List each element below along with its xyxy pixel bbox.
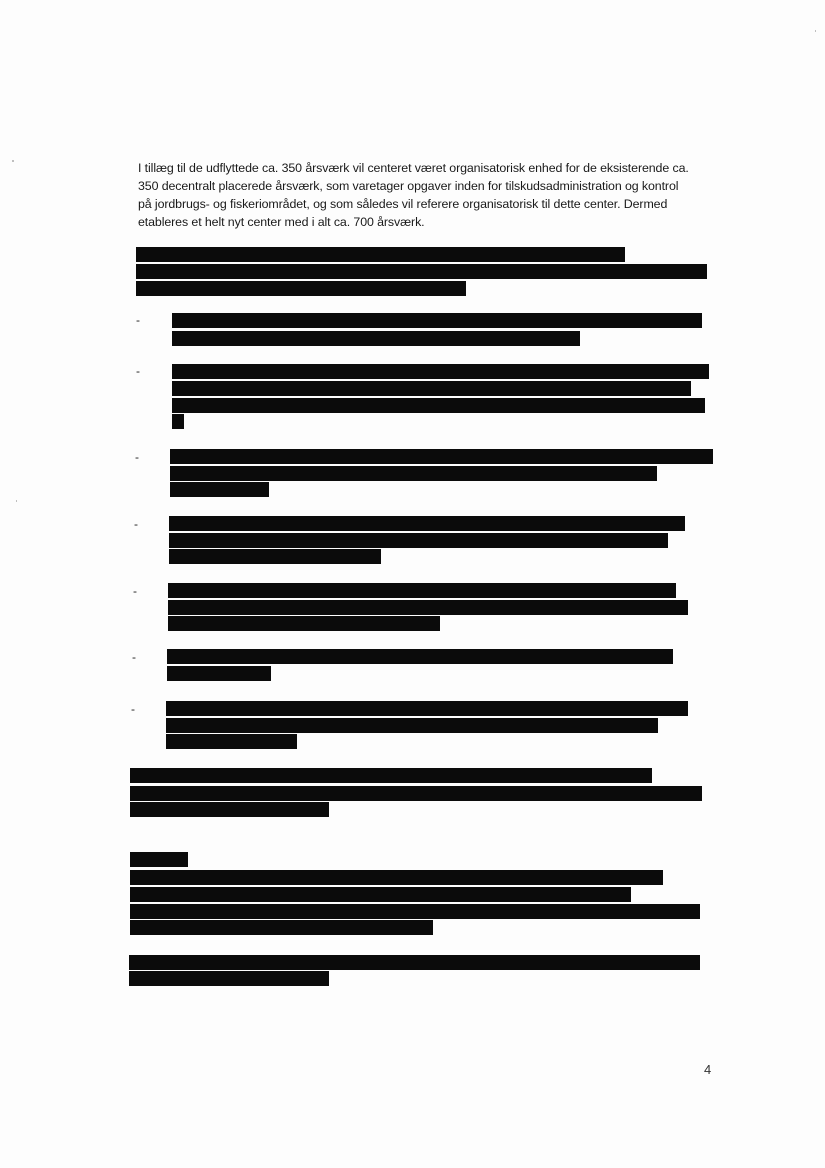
redaction-bar: [130, 887, 631, 902]
redaction-bar: [172, 364, 709, 379]
bullet-dash: -: [134, 517, 138, 531]
redaction-bar: [130, 904, 700, 919]
scan-speck: [815, 30, 816, 32]
bullet-dash: -: [135, 450, 139, 464]
redaction-bar: [130, 768, 652, 783]
redaction-bar: [166, 734, 297, 749]
redaction-bar: [129, 971, 329, 986]
redaction-bar: [167, 649, 673, 664]
scan-speck: [16, 500, 17, 502]
redaction-bar: [168, 583, 676, 598]
redaction-bar: [130, 920, 433, 935]
redaction-bar: [172, 414, 184, 429]
redaction-bar: [172, 313, 702, 328]
paragraph-line: etableres et helt nyt center med i alt ca. 700 årsværk.: [138, 215, 425, 229]
redaction-bar: [166, 701, 688, 716]
redaction-bar: [130, 870, 663, 885]
redaction-bar: [170, 449, 713, 464]
bullet-dash: -: [132, 650, 136, 664]
redaction-bar: [172, 398, 705, 413]
scan-speck: [12, 160, 14, 162]
redaction-bar: [136, 264, 707, 279]
redaction-bar: [136, 281, 466, 296]
redaction-bar: [130, 852, 188, 867]
bullet-dash: -: [131, 702, 135, 716]
paragraph-line: 350 decentralt placerede årsværk, som varetager opgaver inden for tilskudsadministration og kontrol: [138, 179, 679, 193]
paragraph-line: på jordbrugs- og fiskeriområdet, og som således vil referere organisatorisk til dette center. Dermed: [138, 197, 668, 211]
paragraph-line: I tillæg til de udflyttede ca. 350 årsværk vil centeret været organisatorisk enhed for de eksisterende ca.: [138, 161, 689, 175]
redaction-bar: [167, 666, 271, 681]
bullet-dash: -: [133, 584, 137, 598]
redaction-bar: [129, 955, 700, 970]
redaction-bar: [170, 482, 269, 497]
redaction-bar: [172, 381, 691, 396]
redaction-bar: [168, 616, 440, 631]
intro-paragraph: [138, 159, 728, 231]
redaction-bar: [168, 600, 688, 615]
redaction-bar: [136, 247, 625, 262]
bullet-dash: -: [136, 364, 140, 378]
redaction-bar: [130, 802, 329, 817]
redaction-bar: [169, 516, 685, 531]
redaction-bar: [130, 786, 702, 801]
redaction-bar: [170, 466, 657, 481]
redaction-bar: [166, 718, 658, 733]
redaction-bar: [172, 331, 580, 346]
redaction-bar: [169, 549, 381, 564]
redaction-bar: [169, 533, 668, 548]
page-number: 4: [704, 1062, 712, 1077]
bullet-dash: -: [136, 313, 140, 327]
